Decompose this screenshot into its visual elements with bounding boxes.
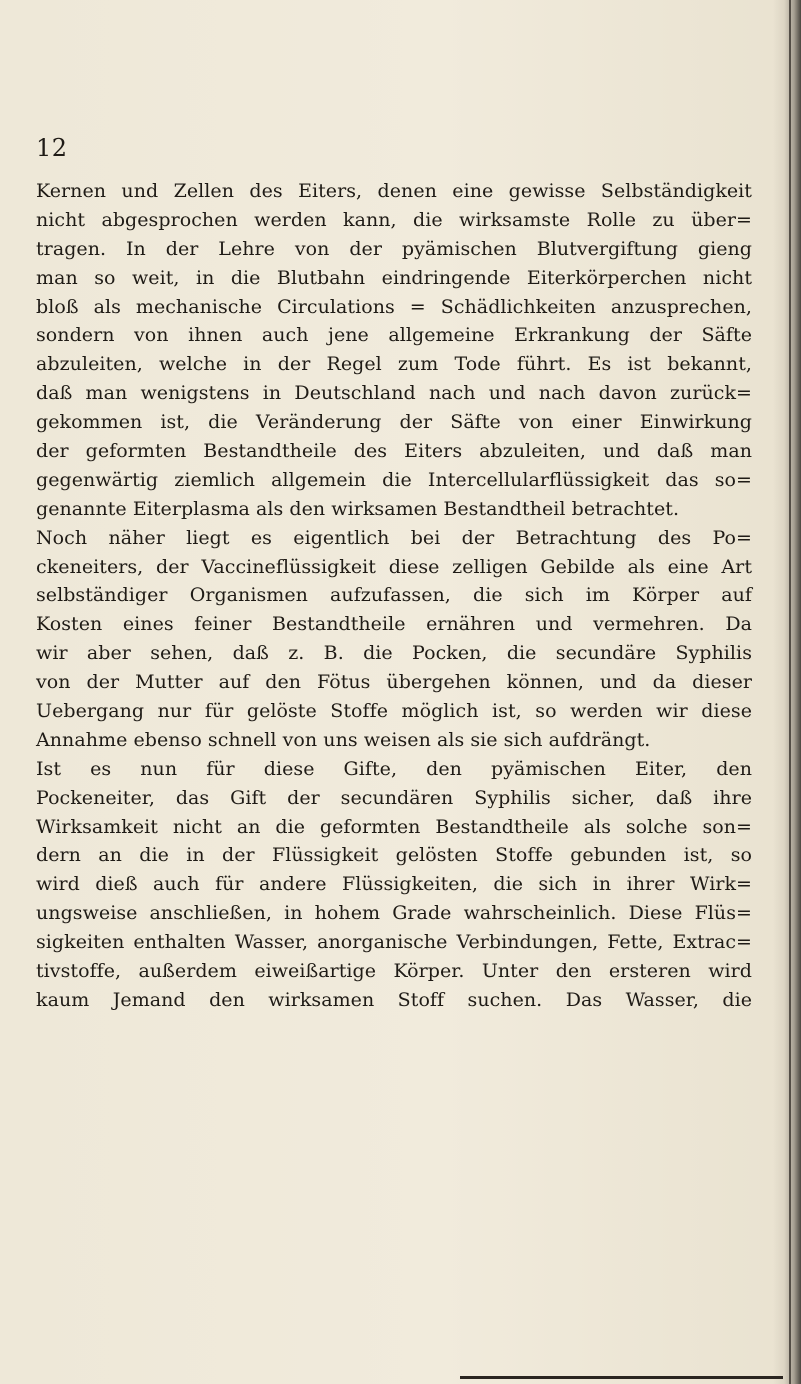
text-line: wird dieß auch für andere Flüssigkeiten, die sich in ihrer Wirk= (36, 873, 752, 896)
text-line: genannte Eiterplasma als den wirksamen Bestandtheil betrachtet. (36, 497, 680, 520)
text-line: Ist es nun für diese Gifte, den pyämischen Eiter, den (36, 757, 752, 780)
bottom-edge-rule (460, 1376, 783, 1379)
text-line: tivstoffe, außerdem eiweißartige Körper. Unter den ersteren wird (36, 960, 752, 983)
text-line: Kosten eines feiner Bestandtheile ernähren und vermehren. Da (36, 613, 752, 636)
text-line: daß man wenigstens in Deutschland nach und nach davon zurück= (36, 382, 752, 405)
text-line: sigkeiten enthalten Wasser, anorganische Verbindungen, Fette, Extrac= (36, 931, 752, 954)
text-line: gekommen ist, die Veränderung der Säfte von einer Einwirkung (36, 411, 752, 434)
page-number: 12 (36, 134, 68, 162)
text-line: man so weit, in die Blutbahn eindringende Eiterkörperchen nicht (36, 266, 752, 289)
text-line: Wirksamkeit nicht an die geformten Bestandtheile als solche son= (36, 815, 752, 838)
text-line: wir aber sehen, daß z. B. die Pocken, die secundäre Syphilis (36, 642, 752, 665)
text-line: Pockeneiter, das Gift der secundären Syphilis sicher, daß ihre (36, 786, 752, 809)
text-line: Kernen und Zellen des Eiters, denen eine gewisse Selbständigkeit (36, 180, 752, 202)
text-line: gegenwärtig ziemlich allgemein die Intercellularflüssigkeit das so= (36, 468, 752, 491)
text-line: nicht abgesprochen werden kann, die wirksamste Rolle zu über= (36, 208, 752, 231)
text-line: ungsweise anschließen, in hohem Grade wahrscheinlich. Diese Flüs= (36, 902, 752, 925)
text-line: tragen. In der Lehre von der pyämischen Blutvergiftung gieng (36, 237, 752, 260)
text-line: ckeneiters, der Vaccineflüssigkeit diese zelligen Gebilde als eine Art (36, 555, 752, 578)
text-line: sondern von ihnen auch jene allgemeine Erkrankung der Säfte (36, 324, 752, 347)
text-line: der geformten Bestandtheile des Eiters abzuleiten, und daß man (36, 440, 752, 463)
text-line: von der Mutter auf den Fötus übergehen können, und da dieser (36, 671, 752, 694)
text-line: Noch näher liegt es eigentlich bei der Betrachtung des Po= (36, 526, 752, 549)
text-line: abzuleiten, welche in der Regel zum Tode führt. Es ist bekannt, (36, 353, 752, 376)
text-line: bloß als mechanische Circulations = Schädlichkeiten anzusprechen, (36, 295, 752, 318)
text-line: selbständiger Organismen aufzufassen, die sich im Körper auf (36, 584, 752, 607)
text-line: dern an die in der Flüssigkeit gelösten Stoffe gebunden ist, so (36, 844, 752, 867)
page-edge-shadow (773, 0, 801, 1384)
text-line: Annahme ebenso schnell von uns weisen als sie sich aufdrängt. (36, 728, 651, 751)
body-text (36, 177, 752, 1015)
text-line: Uebergang nur für gelöste Stoffe möglich ist, so werden wir diese (36, 700, 752, 723)
text-line: kaum Jemand den wirksamen Stoff suchen. Das Wasser, die (36, 988, 752, 1011)
page-edge-line (789, 0, 791, 1384)
